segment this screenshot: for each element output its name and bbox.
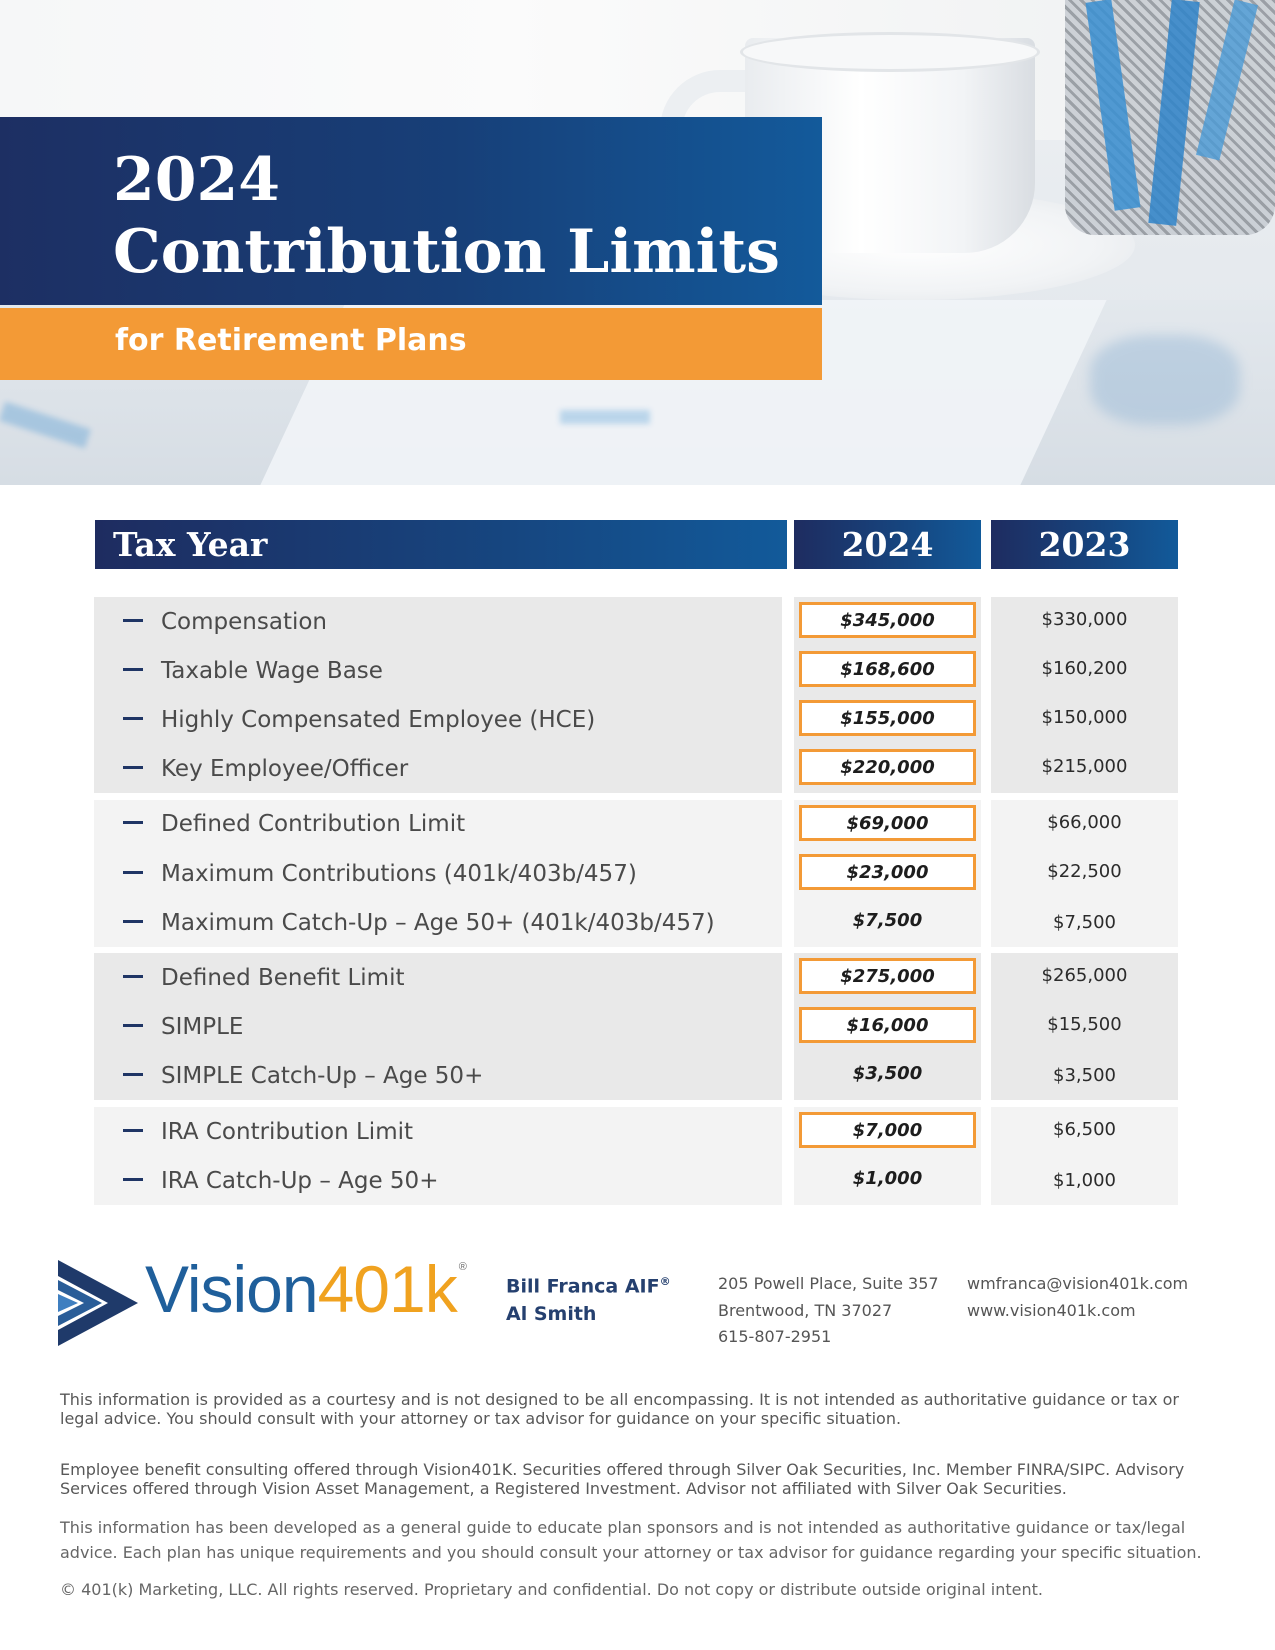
value-2024: $168,600 (799, 651, 976, 687)
value-2023: $22,500 (1047, 861, 1122, 882)
value-2024: $275,000 (799, 958, 976, 994)
table-row-label: Maximum Catch-Up – Age 50+ (401k/403b/457) (123, 908, 715, 938)
table-row-label: IRA Contribution Limit (123, 1117, 413, 1147)
advisor-name: Al Smith (506, 1303, 597, 1325)
blur-accent (560, 410, 650, 424)
value-2023: $160,200 (1041, 658, 1128, 679)
disclaimer: This information has been developed as a general guide to educate plan sponsors and is not intended as authoritative guidance or tax/legal advice. Each plan has unique requirements and you should consult your attorney or tax advisor for guidance regarding your specific situation. (60, 1518, 1202, 1562)
dash-bullet (123, 975, 143, 978)
dash-bullet (123, 1129, 143, 1132)
dash-bullet (123, 766, 143, 769)
value-2024: $3,500 (852, 1063, 923, 1084)
value-2023: $265,000 (1041, 965, 1128, 986)
value-2023: $1,000 (1053, 1170, 1116, 1191)
table-row-label: Highly Compensated Employee (HCE) (123, 705, 595, 735)
dash-bullet (123, 619, 143, 622)
value-2023: $215,000 (1041, 756, 1128, 777)
page-subtitle: for Retirement Plans (115, 323, 467, 358)
value-2024: $23,000 (799, 854, 976, 890)
phone-number: 615-807-2951 (718, 1327, 832, 1346)
value-2023: $7,500 (1053, 912, 1116, 933)
value-2023: $330,000 (1041, 609, 1128, 630)
value-2023: $15,500 (1047, 1014, 1122, 1035)
dash-bullet (123, 1073, 143, 1076)
table-row-label: Defined Contribution Limit (123, 809, 465, 839)
dash-bullet (123, 920, 143, 923)
table-row-label: SIMPLE (123, 1012, 243, 1042)
dash-bullet (123, 717, 143, 720)
table-row-label: Compensation (123, 607, 327, 637)
table-row-label: Taxable Wage Base (123, 656, 383, 686)
address-line: Brentwood, TN 37027 (718, 1301, 893, 1320)
website-link[interactable]: www.vision401k.com (967, 1301, 1136, 1320)
value-2024: $155,000 (799, 700, 976, 736)
value-2023: $150,000 (1041, 707, 1128, 728)
value-2024: $220,000 (799, 749, 976, 785)
vision401k-logo: Vision401k ® (145, 1252, 466, 1326)
copyright: © 401(k) Marketing, LLC. All rights reserved. Proprietary and confidential. Do not copy or distribute outside original intent. (60, 1580, 1043, 1599)
title-year: 2024 (113, 145, 280, 215)
value-2023: $6,500 (1053, 1119, 1116, 1140)
blur-accent (1090, 335, 1240, 425)
header-tax-year: Tax Year (95, 520, 787, 569)
dash-bullet (123, 668, 143, 671)
address-line: 205 Powell Place, Suite 357 (718, 1274, 939, 1293)
table-row-label: Key Employee/Officer (123, 754, 408, 784)
header-2024: 2024 (794, 520, 981, 569)
disclaimer: Employee benefit consulting offered through Vision401K. Securities offered through Silver Oak Securities, Inc. Member FINRA/SIPC. Advisory Services offered through Vision Asset Management, a Registered Investment. Advisor not affiliated with Silver Oak Securities. (60, 1460, 1185, 1498)
dash-bullet (123, 821, 143, 824)
dash-bullet (123, 1178, 143, 1181)
value-2024: $69,000 (799, 805, 976, 841)
value-2024: $16,000 (799, 1007, 976, 1043)
value-2023: $66,000 (1047, 812, 1122, 833)
table-row-label: Defined Benefit Limit (123, 963, 404, 993)
page-title: Contribution Limits (113, 217, 780, 287)
table-row-label: Maximum Contributions (401k/403b/457) (123, 859, 637, 889)
cup-rim (740, 32, 1040, 72)
table-row-label: SIMPLE Catch-Up – Age 50+ (123, 1061, 483, 1091)
dash-bullet (123, 1024, 143, 1027)
value-2024: $345,000 (799, 602, 976, 638)
table-row-label: IRA Catch-Up – Age 50+ (123, 1166, 438, 1196)
value-2024: $7,000 (799, 1112, 976, 1148)
value-2024: $7,500 (852, 910, 923, 931)
header-2023: 2023 (991, 520, 1178, 569)
value-2023: $3,500 (1053, 1065, 1116, 1086)
dash-bullet (123, 871, 143, 874)
email-link[interactable]: wmfranca@vision401k.com (967, 1274, 1189, 1293)
advisor-name: Bill Franca AIF® (506, 1275, 671, 1298)
disclaimer: This information is provided as a courtesy and is not designed to be all encompassing. It is not intended as authoritative guidance or tax or legal advice. You should consult with your attorney or tax advisor for guidance on your specific situation. (60, 1390, 1179, 1428)
value-2024: $1,000 (852, 1168, 923, 1189)
vision401k-logo-icon (58, 1260, 138, 1346)
